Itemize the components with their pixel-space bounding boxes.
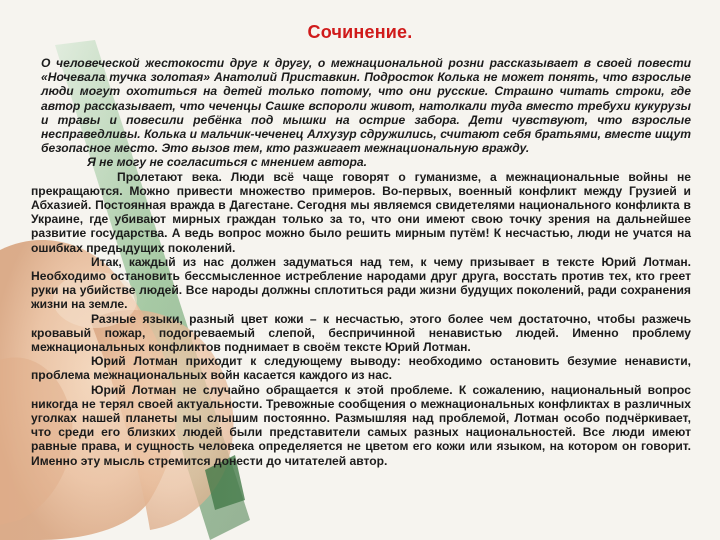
essay-paragraph: Я не могу не согласиться с мнением автора. xyxy=(87,155,368,170)
essay-paragraph: Юрий Лотман приходит к следующему выводу: необходимо остановить безумие ненависти, проблема межнациональных войн касается каждого из нас. xyxy=(31,354,691,383)
page-title: Сочинение. xyxy=(307,22,413,42)
essay-paragraph: Юрий Лотман не случайно обращается к этой проблеме. К сожалению, национальный вопрос никогда не терял своей актуальности. Тревожные сообщения о межнациональных конфликтах в различных уголках нашей планеты мы слышим постоянно. Размышляя над проблемой, Лотман особо подчёркивает, что среди его близких людей были представители самых разных национальностей. Все люди имеют равные права, и сущность человека определяется не цветом его кожи или языком, на котором он говорит. Именно эту мысль стремится донести до читателей автор. xyxy=(31,382,691,468)
essay-paragraph: Разные языки, разный цвет кожи – к несчастью, этого более чем достаточно, чтобы разжечь кровавый пожар, подогреваемый слепой, беспричинной ненавистью людей. Именно проблему межнациональных конфликтов поднимает в своём тексте Юрий Лотман. xyxy=(31,311,691,355)
essay-paragraph: О человеческой жестокости друг к другу, о межнациональной розни рассказывает в своей повести «Ночевала тучка золотая» Анатолий Приставкин. Подросток Колька не может понять, что взрослые люди могут охотиться на детей только потому, что они русские. Страшно читать строки, где автор рассказывает, что чеченцы Сашке вспороли живот, натолкали туда вместо требухи кукурузы и травы и повесили ребёнка под мышки на острие забора. Дети чувствуют, что взрослые несправедливы. Колька и мальчик-чеченец Алхузур сдружились, считают себя братьями, вместе ищут безопасное место. Это вызов тем, кто разжигает межнациональную вражду. xyxy=(41,56,691,156)
essay-paragraph: Итак, каждый из нас должен задуматься над тем, к чему призывает в тексте Юрий Лотман. Необходимо остановить бессмысленное истребление народами друг друга, восстать против тех, кто греет руки на убийстве людей. Все народы должны сплотиться ради жизни будущих поколений, ради сохранения жизни на земле. xyxy=(31,254,691,312)
essay-body xyxy=(31,56,691,468)
essay-paragraph: Пролетают века. Люди всё чаще говорят о гуманизме, а межнациональные войны не прекращаются. Можно привести множество примеров. Во-первых, военный конфликт между Грузией и Абхазией. Постоянная вражда в Дагестане. Сегодня мы являемся свидетелями национального конфликта в Украине, где убивают мирных граждан только за то, что они имеют свою точку зрения на дальнейшее развитие государства. А ведь вопрос можно было решить мирным путём! К несчастью, люди не учатся на ошибках предыдущих поколений. xyxy=(31,169,691,255)
